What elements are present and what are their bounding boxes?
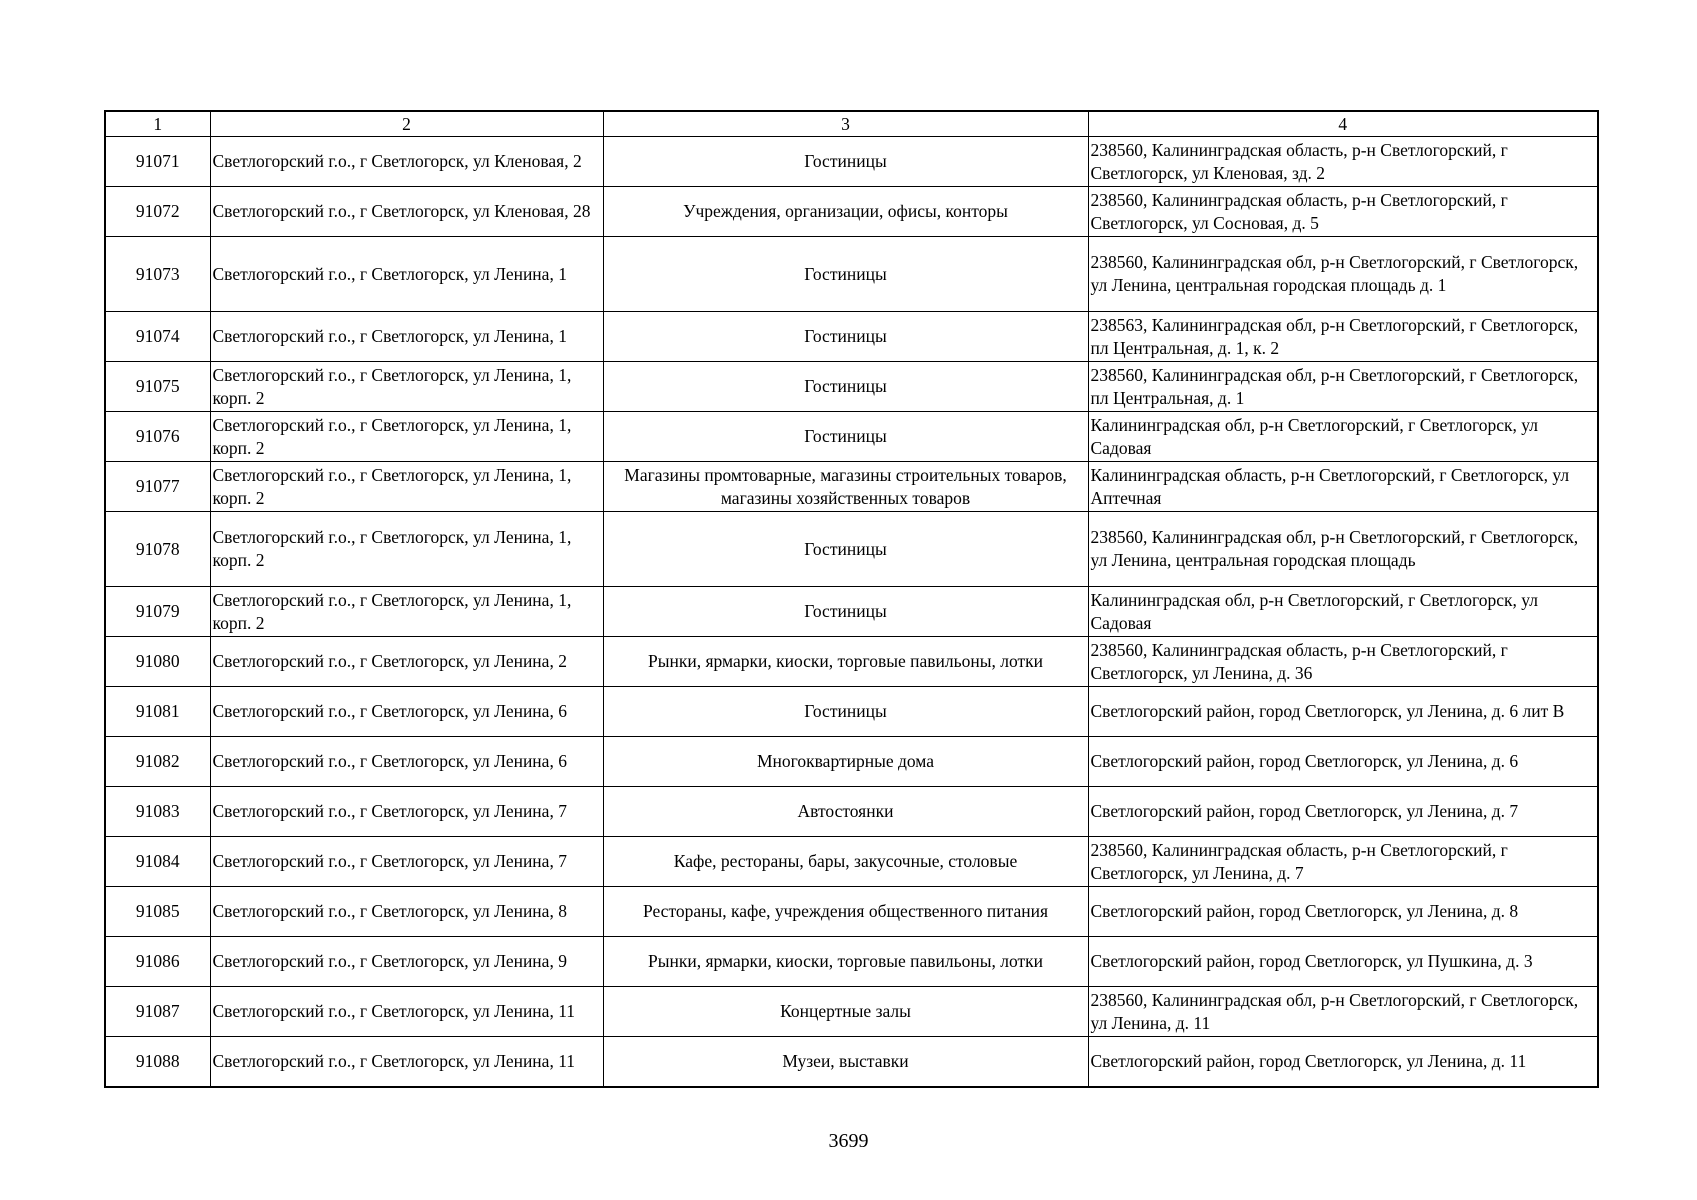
location-cell: Светлогорский г.о., г Светлогорск, ул Ленина, 1, корп. 2 [210, 462, 603, 512]
category-cell: Многоквартирные дома [603, 737, 1088, 787]
location-cell: Светлогорский г.о., г Светлогорск, ул Ленина, 1, корп. 2 [210, 412, 603, 462]
row-number-cell: 91079 [105, 587, 210, 637]
table-row [105, 637, 1598, 687]
category-cell: Музеи, выставки [603, 1037, 1088, 1087]
table-body [105, 137, 1598, 1087]
address-cell: 238560, Калининградская область, р-н Светлогорский, г Светлогорск, ул Ленина, д. 36 [1088, 637, 1598, 687]
location-cell: Светлогорский г.о., г Светлогорск, ул Ленина, 1, корп. 2 [210, 512, 603, 587]
category-cell: Гостиницы [603, 587, 1088, 637]
header-col-1: 1 [105, 111, 210, 137]
row-number-cell: 91077 [105, 462, 210, 512]
table-row [105, 137, 1598, 187]
table-row [105, 312, 1598, 362]
address-cell: Светлогорский район, город Светлогорск, ул Ленина, д. 6 [1088, 737, 1598, 787]
row-number-cell: 91081 [105, 687, 210, 737]
header-col-4: 4 [1088, 111, 1598, 137]
table-row [105, 737, 1598, 787]
location-cell: Светлогорский г.о., г Светлогорск, ул Ленина, 7 [210, 787, 603, 837]
category-cell: Магазины промтоварные, магазины строительных товаров, магазины хозяйственных товаров [603, 462, 1088, 512]
table-row [105, 837, 1598, 887]
category-cell: Гостиницы [603, 312, 1088, 362]
row-number-cell: 91074 [105, 312, 210, 362]
location-cell: Светлогорский г.о., г Светлогорск, ул Ленина, 7 [210, 837, 603, 887]
address-cell: Светлогорский район, город Светлогорск, ул Ленина, д. 8 [1088, 887, 1598, 937]
row-number-cell: 91085 [105, 887, 210, 937]
registry-table [104, 110, 1599, 1088]
row-number-cell: 91072 [105, 187, 210, 237]
category-cell: Рестораны, кафе, учреждения общественного питания [603, 887, 1088, 937]
location-cell: Светлогорский г.о., г Светлогорск, ул Ленина, 1, корп. 2 [210, 587, 603, 637]
table-row [105, 462, 1598, 512]
table-row [105, 362, 1598, 412]
category-cell: Гостиницы [603, 362, 1088, 412]
address-cell: 238560, Калининградская обл, р-н Светлогорский, г Светлогорск, ул Ленина, центральная городская площадь д. 1 [1088, 237, 1598, 312]
location-cell: Светлогорский г.о., г Светлогорск, ул Кленовая, 2 [210, 137, 603, 187]
category-cell: Гостиницы [603, 137, 1088, 187]
location-cell: Светлогорский г.о., г Светлогорск, ул Ленина, 2 [210, 637, 603, 687]
row-number-cell: 91086 [105, 937, 210, 987]
address-cell: Светлогорский район, город Светлогорск, ул Ленина, д. 7 [1088, 787, 1598, 837]
location-cell: Светлогорский г.о., г Светлогорск, ул Ленина, 6 [210, 737, 603, 787]
header-col-3: 3 [603, 111, 1088, 137]
address-cell: Светлогорский район, город Светлогорск, ул Ленина, д. 6 лит В [1088, 687, 1598, 737]
location-cell: Светлогорский г.о., г Светлогорск, ул Ленина, 1, корп. 2 [210, 362, 603, 412]
address-cell: 238560, Калининградская область, р-н Светлогорский, г Светлогорск, ул Кленовая, зд. 2 [1088, 137, 1598, 187]
category-cell: Гостиницы [603, 512, 1088, 587]
address-cell: Калининградская обл, р-н Светлогорский, г Светлогорск, ул Садовая [1088, 587, 1598, 637]
address-cell: 238560, Калининградская область, р-н Светлогорский, г Светлогорск, ул Ленина, д. 7 [1088, 837, 1598, 887]
row-number-cell: 91071 [105, 137, 210, 187]
row-number-cell: 91073 [105, 237, 210, 312]
header-row [105, 111, 1598, 137]
row-number-cell: 91083 [105, 787, 210, 837]
table-row [105, 512, 1598, 587]
row-number-cell: 91078 [105, 512, 210, 587]
category-cell: Гостиницы [603, 237, 1088, 312]
location-cell: Светлогорский г.о., г Светлогорск, ул Ленина, 9 [210, 937, 603, 987]
location-cell: Светлогорский г.о., г Светлогорск, ул Ленина, 8 [210, 887, 603, 937]
address-cell: Светлогорский район, город Светлогорск, ул Ленина, д. 11 [1088, 1037, 1598, 1087]
table-row [105, 937, 1598, 987]
address-cell: Калининградская область, р-н Светлогорский, г Светлогорск, ул Аптечная [1088, 462, 1598, 512]
table-row [105, 237, 1598, 312]
category-cell: Автостоянки [603, 787, 1088, 837]
row-number-cell: 91087 [105, 987, 210, 1037]
table-row [105, 187, 1598, 237]
address-cell: Светлогорский район, город Светлогорск, ул Пушкина, д. 3 [1088, 937, 1598, 987]
header-col-2: 2 [210, 111, 603, 137]
table-header [105, 111, 1598, 137]
category-cell: Рынки, ярмарки, киоски, торговые павильоны, лотки [603, 637, 1088, 687]
row-number-cell: 91088 [105, 1037, 210, 1087]
category-cell: Кафе, рестораны, бары, закусочные, столовые [603, 837, 1088, 887]
address-cell: 238560, Калининградская обл, р-н Светлогорский, г Светлогорск, пл Центральная, д. 1 [1088, 362, 1598, 412]
page-number: 3699 [828, 1130, 869, 1152]
address-cell: 238560, Калининградская обл, р-н Светлогорский, г Светлогорск, ул Ленина, д. 11 [1088, 987, 1598, 1037]
row-number-cell: 91084 [105, 837, 210, 887]
address-cell: 238563, Калининградская обл, р-н Светлогорский, г Светлогорск, пл Центральная, д. 1, к. 2 [1088, 312, 1598, 362]
location-cell: Светлогорский г.о., г Светлогорск, ул Ленина, 11 [210, 987, 603, 1037]
address-cell: 238560, Калининградская область, р-н Светлогорский, г Светлогорск, ул Сосновая, д. 5 [1088, 187, 1598, 237]
table-row [105, 687, 1598, 737]
table-row [105, 887, 1598, 937]
location-cell: Светлогорский г.о., г Светлогорск, ул Ленина, 6 [210, 687, 603, 737]
location-cell: Светлогорский г.о., г Светлогорск, ул Ленина, 1 [210, 312, 603, 362]
location-cell: Светлогорский г.о., г Светлогорск, ул Ленина, 1 [210, 237, 603, 312]
table-row [105, 587, 1598, 637]
row-number-cell: 91076 [105, 412, 210, 462]
row-number-cell: 91080 [105, 637, 210, 687]
location-cell: Светлогорский г.о., г Светлогорск, ул Кленовая, 28 [210, 187, 603, 237]
row-number-cell: 91082 [105, 737, 210, 787]
category-cell: Гостиницы [603, 687, 1088, 737]
table-row [105, 787, 1598, 837]
category-cell: Концертные залы [603, 987, 1088, 1037]
address-cell: 238560, Калининградская обл, р-н Светлогорский, г Светлогорск, ул Ленина, центральная городская площадь [1088, 512, 1598, 587]
category-cell: Рынки, ярмарки, киоски, торговые павильоны, лотки [603, 937, 1088, 987]
category-cell: Гостиницы [603, 412, 1088, 462]
table-row [105, 412, 1598, 462]
category-cell: Учреждения, организации, офисы, конторы [603, 187, 1088, 237]
address-cell: Калининградская обл, р-н Светлогорский, г Светлогорск, ул Садовая [1088, 412, 1598, 462]
table-row [105, 1037, 1598, 1087]
table-row [105, 987, 1598, 1037]
row-number-cell: 91075 [105, 362, 210, 412]
location-cell: Светлогорский г.о., г Светлогорск, ул Ленина, 11 [210, 1037, 603, 1087]
